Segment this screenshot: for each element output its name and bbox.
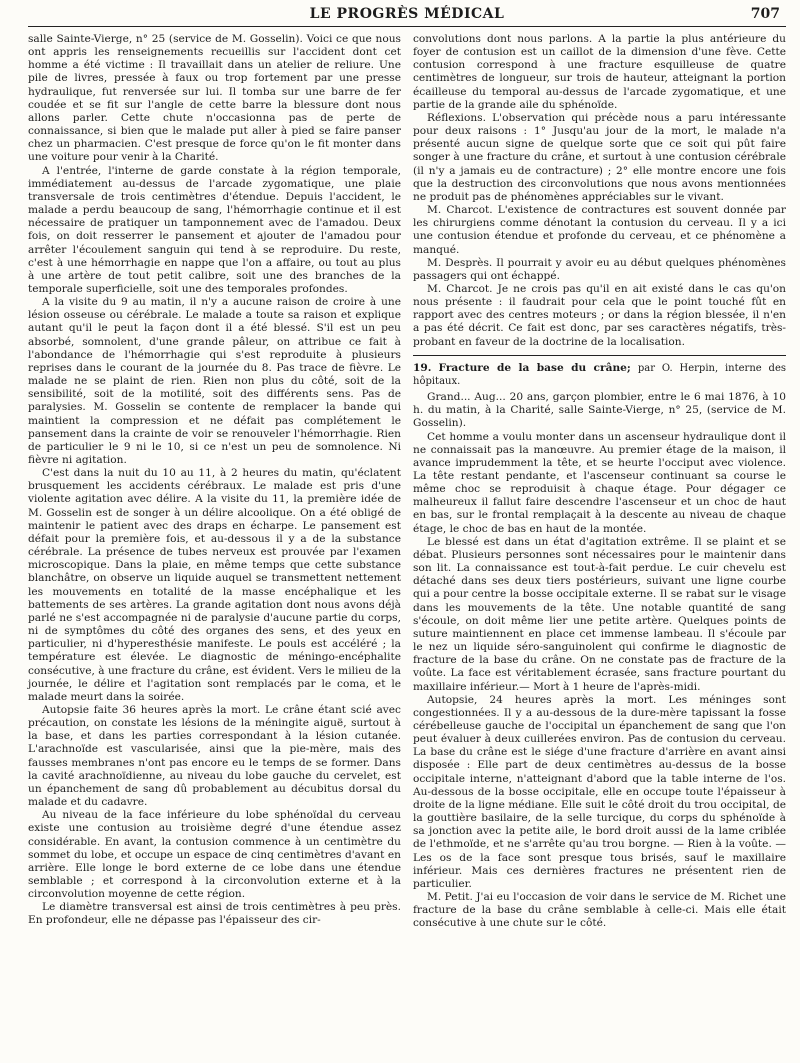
paragraph: A la visite du 9 au matin, il n'y a aucune raison de croire à une lésion osseuse ou cérébrale. Le malade a toute sa raison et explique autant qu'il le peut la façon dont il a été blessé. S'il est un peu absorbé, somnolent, d'une grande pâleur, on attribue ce fait à l'abondance de l'hémorrhagie qui s'est reproduite à plusieurs reprises dans le courant de la journée du 8. Pas trace de fièvre. Le malade ne se plaint de rien. Rien non plus du côté, soit de la sensibilité, soit de la motilité, soit des différents sens. Pas de paralysies. M. Gosselin se contente de remplacer la bande qui maintient la compression et ne défait pas complétement le pansement dans la crainte de voir se renouveler l'hémorrhagie. Rien de particulier le 9 ni le 10, si ce n'est un peu de somnolence. Ni fièvre ni agitation. [28,296,401,466]
running-header [28,4,786,27]
section-author: par O. Herpin, interne des hôpitaux. [413,362,786,387]
paragraph: A l'entrée, l'interne de garde constate à la région temporale, immédiatement au-dessus de l'arcade zygomatique, une plaie transversale de trois centimètres d'étendue. Depuis l'accident, le malade a perdu beaucoup de sang, l'hémorrhagie continue et il est nécessaire de pratiquer un tamponnement avec de l'amadou. Deux fois, on doit resserrer le pansement et ajouter de l'amadou pour arrêter l'écoulement sanguin qui tend à se reproduire. Du reste, c'est à une hémorrhagie en nappe que l'on a affaire, ou tout au plus à une artère de tout petit calibre, soit une des branches de la temporale superficielle, soit une des temporales profondes. [28,164,401,295]
paragraph: salle Sainte-Vierge, n° 25 (service de M. Gosselin). Voici ce que nous ont appris les renseignements recueillis sur l'accident dont cet homme a été victime : Il travaillait dans un atelier de reliure. Une pile de livres, pressée à faux ou trop fortement par une presse hydraulique, fut renversée sur lui. Il tomba sur une barre de fer coudée et se fit sur l'angle de cette barre la blessure dont nous allons parler. Cette chute n'occasionna pas de perte de connaissance, si bien que le malade put aller à pied se faire panser chez un pharmacien. C'est presque de force qu'on le fit monter dans une voiture pour venir à la Charité. [28,33,401,164]
journal-title: LE PROGRÈS MÉDICAL [309,6,505,22]
paragraph: M. Desprès. Il pourrait y avoir eu au début quelques phénomènes passagers qui ont échappé. [413,256,786,282]
paragraph: Le diamètre transversal est ainsi de trois centimètres à peu près. En profondeur, elle ne dépasse pas l'épaisseur des cir- [28,901,401,927]
left-column [28,33,401,930]
right-column [413,33,786,930]
paragraph: M. Petit. J'ai eu l'occasion de voir dans le service de M. Richet une fracture de la base du crâne semblable à celle-ci. Mais elle était consécutive à une chute sur le côté. [413,891,786,930]
paragraph: Le blessé est dans un état d'agitation extrême. Il se plaint et se débat. Plusieurs personnes sont nécessaires pour le maintenir dans son lit. La connaissance est tout-à-fait perdue. Le cuir chevelu est détaché dans ses deux tiers postérieurs, suivant une ligne courbe qui a pour centre la bosse occipitale externe. Il se rabat sur le visage dans les mouvements de la tête. Une notable quantité de sang s'écoule, on doit même lier une petite artère. Quelques points de suture maintiennent en place cet immense lambeau. Il s'écoule par le nez un liquide séro-sanguinolent qui confirme le diagnostic de fracture de la base du crâne. On ne constate pas de fracture de la voûte. La face est véritablement écrasée, sans fracture pourtant du maxillaire inférieur.— Mort à 1 heure de l'après-midi. [413,535,786,693]
section-divider [413,355,786,356]
paragraph: Grand... Aug... 20 ans, garçon plombier, entre le 6 mai 1876, à 10 h. du matin, à la Charité, salle Sainte-Vierge, n° 25, (service de M. Gosselin). [413,391,786,430]
paragraph: Au niveau de la face inférieure du lobe sphénoïdal du cerveau existe une contusion au troisième degré d'une étendue assez considérable. En avant, la contusion commence à un centimètre du sommet du lobe, et occupe un espace de cinq centimètres d'avant en arrière. Elle longe le bord externe de ce lobe dans une étendue semblable ; et correspond à la circonvolution externe et à la circonvolution moyenne de cette région. [28,809,401,901]
page-number: 707 [750,6,780,22]
paragraph: M. Charcot. L'existence de contractures est souvent donnée par les chirurgiens comme dénotant la contusion du cerveau. Il y a ici une contusion étendue et profonde du cerveau, et ce phénomène a manqué. [413,204,786,256]
section-heading [413,362,786,388]
section-number: 19. [413,361,432,374]
paragraph: M. Charcot. Je ne crois pas qu'il en ait existé dans le cas qu'on nous présente : il faudrait pour cela que le point touché fût en rapport avec des centres moteurs ; or dans la région blessée, il n'en a pas été décrit. Ce fait est donc, par ses caractères négatifs, très-probant en faveur de la doctrine de la localisation. [413,282,786,348]
text-columns [28,33,786,930]
paragraph: C'est dans la nuit du 10 au 11, à 2 heures du matin, qu'éclatent brusquement les accidents cérébraux. Le malade est pris d'une violente agitation avec délire. A la visite du 11, la première idée de M. Gosselin est de songer à un délire alcoolique. On a été obligé de maintenir le patient avec des draps en écharpe. Le pansement est défait pour la première fois, et au-dessous il y a de la substance cérébrale. La présence de tubes nerveux est prouvée par l'examen microscopique. Dans la plaie, en même temps que cette substance blanchâtre, on observe un liquide auquel se transmettent nettement les mouvements en totalité de la masse encéphalique et les battements de ses artères. La grande agitation dont nous avons déjà parlé ne s'est accompagnée ni de paralysie d'aucune partie du corps, ni de symptômes du côté des organes des sens, et des yeux en particulier, ni d'hyperesthésie manifeste. Le pouls est accéléré ; la température est élevée. Le diagnostic de méningo-encéphalite consécutive, à une fracture du crâne, est évident. Vers le milieu de la journée, le délire et l'agitation sont remplacés par le coma, et le malade meurt dans la soirée. [28,467,401,703]
paragraph: convolutions dont nous parlons. A la partie la plus antérieure du foyer de contusion est un caillot de la dimension d'une fève. Cette contusion correspond à une fracture esquilleuse de quatre centimètres de longueur, sur trois de hauteur, atteignant la portion écailleuse du temporal au-dessus de l'arcade zygomatique, et une partie de la grande aile du sphénoïde. [413,33,786,111]
paragraph: Réflexions. L'observation qui précède nous a paru intéressante pour deux raisons : 1° Jusqu'au jour de la mort, le malade n'a présenté aucun signe de quelque sorte que ce soit qui pût faire songer à une fracture du crâne, et surtout à une contusion cérébrale (il n'y a jamais eu de contracture) ; 2° elle montre encore une fois que la destruction des circonvolutions que nous avons mentionnées ne produit pas de phénomènes appréciables sur le vivant. [413,111,786,203]
paragraph: Autopsie, 24 heures après la mort. Les méninges sont congestionnées. Il y a au-dessous de la dure-mère tapissant la fosse cérébelleuse gauche de l'occipital un épanchement de sang que l'on peut évaluer à deux cuillerées environ. Pas de contusion du cerveau. La base du crâne est le siége d'une fracture d'arrière en avant ainsi disposée : Elle part de deux centimètres au-dessus de la bosse occipitale interne, n'atteignant d'abord que la table interne de l'os. Au-dessous de la bosse occipitale, elle en occupe toute l'épaisseur à droite de la ligne médiane. Elle suit le côté droit du trou occipital, de la gouttière basilaire, de la selle turcique, du corps du sphénoïde à sa jonction avec la petite aile, le bord droit aussi de la lame criblée de l'ethmoïde, et ne s'arrête qu'au trou borgne. — Rien à la voûte. — Les os de la face sont presque tous brisés, sauf le maxillaire inférieur. Mais ces dernières fractures ne présentent rien de particulier. [413,693,786,890]
paragraph: Autopsie faite 36 heures après la mort. Le crâne étant scié avec précaution, on constate les lésions de la méningite aiguë, surtout à la base, et dans les parties correspondant à la lésion cutanée. L'arachnoïde est vascularisée, ainsi que la pie-mère, mais des fausses membranes n'ont pas encore eu le temps de se former. Dans la cavité arachnoïdienne, au niveau du lobe gauche du cervelet, est un épanchement de sang dû probablement au décubitus dorsal du malade et du cadavre. [28,703,401,809]
paragraph: Cet homme a voulu monter dans un ascenseur hydraulique dont il ne connaissait pas la manœuvre. Au premier étage de la maison, il avance imprudemment la tête, et se heurte l'occiput avec violence. La tête restant pendante, et l'ascenseur continuant sa course le même choc se reproduisit à chaque étage. Pour dégager ce malheureux il fallut faire descendre l'ascenseur et un choc de haut en bas, sur le frontal remplaçait à la descente au niveau de chaque étage, le choc de bas en haut de la montée. [413,430,786,535]
section-title: Fracture de la base du crâne; [438,361,631,374]
